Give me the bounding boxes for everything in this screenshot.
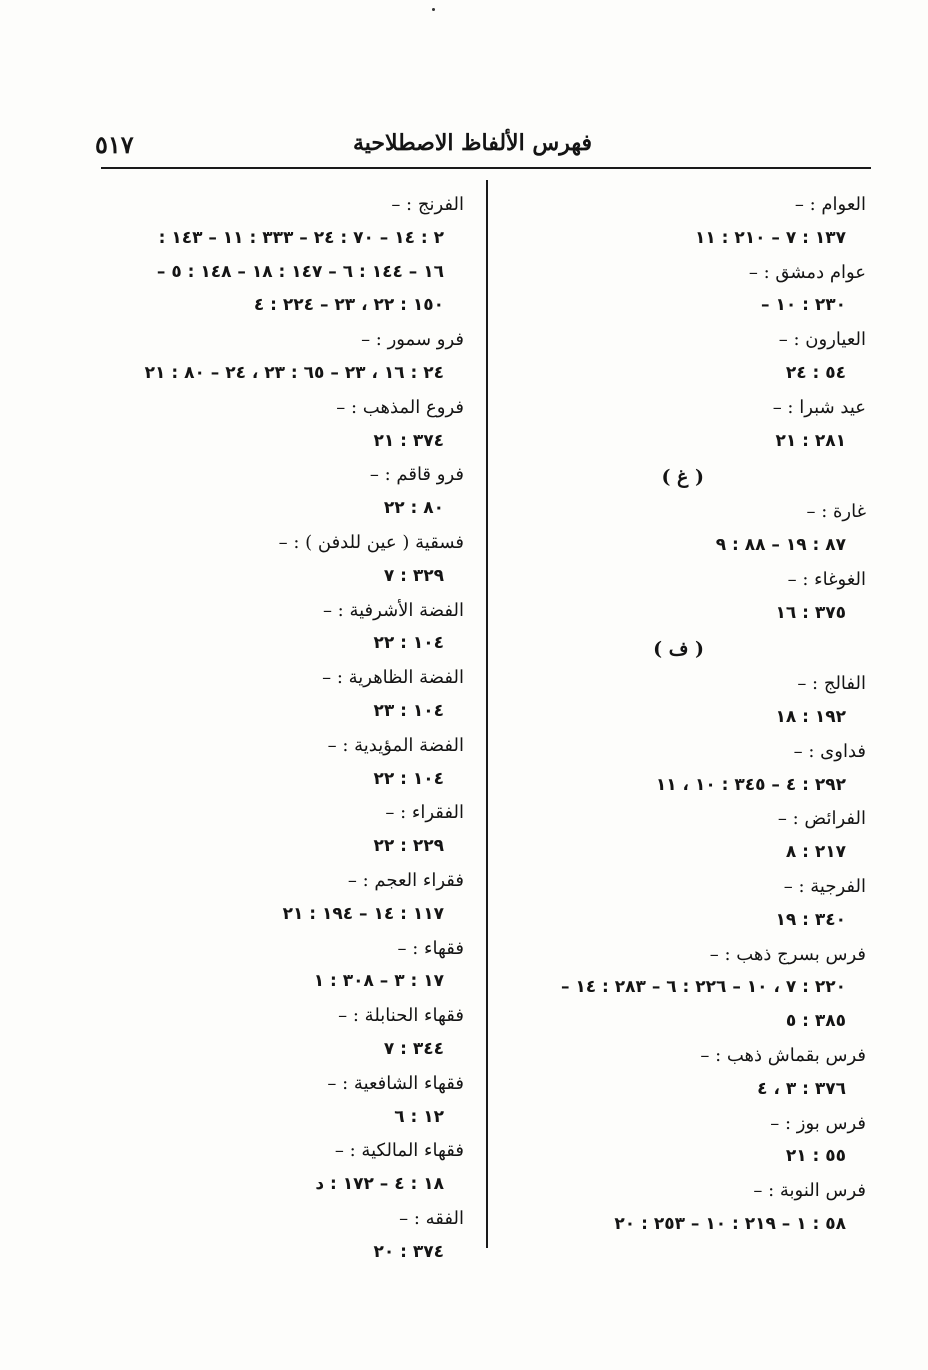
page-references: ٣٧٤ : ٢٠ [373, 1241, 444, 1262]
page-references: ٢٢٠ : ٧ ، ١٠ – ٢٢٦ : ٦ – ٢٨٣ : ١٤ – [560, 977, 846, 998]
index-term: الفرنج : – [391, 194, 464, 215]
index-term: فسقية ( عين للدفن ) : – [278, 531, 464, 553]
index-term: عيد شبرا : – [772, 396, 866, 418]
page-references: ٣٤٤ : ٧ [383, 1038, 444, 1059]
scan-speck [432, 8, 435, 11]
page-references: ١٣٧ : ٧ – ٢١٠ : ١١ [694, 227, 846, 248]
page-references: ١٠٤ : ٢٢ [373, 768, 444, 789]
page-references: ٢٢٩ : ٢٢ [373, 836, 444, 857]
page-references: ١٥٠ : ٢٢ ، ٢٣ – ٢٢٤ : ٤ [253, 295, 444, 316]
header-rule [101, 167, 871, 169]
page-references: ١٠٤ : ٢٣ [373, 700, 444, 721]
index-term: فروع المذهب : – [336, 396, 464, 418]
index-term: فقهاء الحنابلة : – [338, 1005, 464, 1027]
page-references: ٢١٧ : ٨ [785, 842, 846, 863]
section-letter-heading: ( غ ) [661, 466, 704, 489]
page-references: ١١٧ : ١٤ – ١٩٤ : ٢١ [282, 903, 444, 924]
index-term: الفقراء : – [385, 802, 464, 824]
index-term: الفضة الأشرفية : – [322, 599, 464, 621]
page-references: ٢٩٢ : ٤ – ٣٤٥ : ١٠ ، ١١ [655, 774, 846, 795]
index-term: فرس النوبة : – [753, 1180, 866, 1202]
page-references: ٨٧ : ١٩ – ٨٨ : ٩ [715, 534, 846, 555]
page-references: ٣٧٥ : ١٦ [775, 602, 846, 623]
index-term: فرس بسرج ذهب : – [709, 943, 866, 965]
index-term: العوام : – [794, 194, 866, 215]
page-references: ٣٧٤ : ٢١ [373, 430, 444, 451]
index-term: الفقه : – [399, 1207, 464, 1229]
page-header [95, 128, 870, 168]
index-column-left [106, 188, 466, 1270]
page-references: ٥٤ : ٢٤ [785, 362, 846, 383]
index-term: فرو سمور : – [361, 329, 464, 351]
index-term: فرس بقماش ذهب : – [700, 1044, 866, 1066]
index-term: غارة : – [806, 501, 866, 523]
page-references: ٨٠ : ٢٢ [383, 498, 444, 519]
page-references: ٣٢٩ : ٧ [383, 565, 444, 586]
page-references: ١٧ : ٣ – ٣٠٨ : ١ [313, 971, 444, 992]
page-references: ١٢ : ٦ [394, 1106, 444, 1127]
section-letter-heading: ( ف ) [653, 638, 704, 661]
page-references: ١٨ : ٤ – ١٧٢ : د [315, 1174, 444, 1195]
column-divider [486, 180, 488, 1248]
index-term: عوام دمشق : – [748, 261, 866, 283]
index-term: الفرائض : – [777, 808, 866, 830]
page-references: ٢٨١ : ٢١ [775, 430, 846, 451]
page-references: ١٠٤ : ٢٢ [373, 633, 444, 654]
page-references: ٣٧٦ : ٣ ، ٤ [757, 1078, 846, 1099]
index-term: فداوى : – [793, 740, 866, 762]
page-references: ٣٨٥ : ٥ [785, 1011, 846, 1032]
index-term: الفضة الظاهرية : – [322, 667, 464, 689]
page-references: ٢٣٠ : ١٠ – [761, 295, 846, 316]
index-term: فقهاء المالكية : – [334, 1140, 464, 1162]
index-term: الفالج : – [797, 673, 866, 695]
index-term: فقهاء الشافعية : – [327, 1072, 464, 1094]
index-term: فرو قاقم : – [369, 464, 464, 486]
page-references: ٥٥ : ٢١ [785, 1146, 846, 1167]
index-term: فرس بوز : – [770, 1112, 866, 1134]
index-term: فقراء العجم : – [347, 869, 464, 891]
index-term: الغوغاء : – [787, 568, 866, 590]
page-references: ٢ : ١٤ – ٧٠ : ٢٤ – ٣٣٣ : ١١ – ١٤٣ : [158, 227, 444, 248]
page-references: ١٩٢ : ١٨ [775, 706, 846, 727]
index-term: الفرجية : – [783, 875, 866, 897]
index-term: العيارون : – [778, 329, 866, 351]
running-title: فهرس الألفاظ الاصطلاحية [352, 130, 592, 156]
index-term: فقهاء : – [397, 937, 464, 959]
page-references: ٣٤٠ : ١٩ [775, 909, 846, 930]
page-number: ٥١٧ [95, 130, 134, 159]
page-references: ٢٤ : ١٦ ، ٢٣ – ٦٥ : ٢٣ ، ٢٤ – ٨٠ : ٢١ [144, 362, 444, 383]
page-references: ٥٨ : ١ – ٢١٩ : ١٠ – ٢٥٣ : ٢٠ [614, 1213, 846, 1234]
index-term: الفضة المؤيدية : – [327, 734, 464, 756]
page-references: ١٦ – ١٤٤ : ٦ – ١٤٧ : ١٨ – ١٤٨ : ٥ – [156, 261, 444, 282]
index-column-right [508, 188, 868, 1242]
